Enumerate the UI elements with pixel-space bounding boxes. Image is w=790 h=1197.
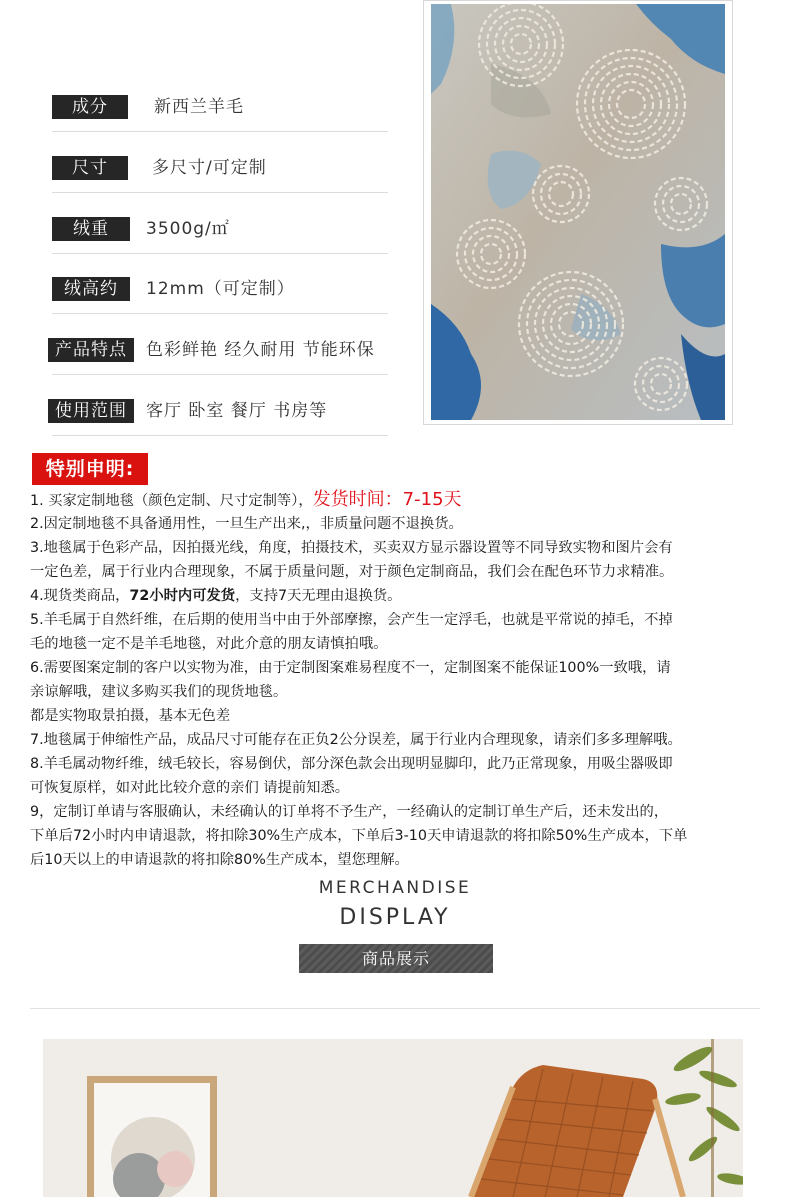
notice-line [30,584,772,608]
spec-value: 客厅 卧室 餐厅 书房等 [146,401,328,421]
spec-label: 尺寸 [52,156,128,180]
notice-text: 4.现货类商品， [30,588,130,604]
spec-label: 绒重 [52,217,130,241]
notice-text: 1. 买家定制地毯（颜色定制、尺寸定制等）， [30,493,313,509]
notice-line: 5.羊毛属于自然纤维，在后期的使用当中由于外部摩擦，会产生一定浮毛，也就是平常说的掉毛，不掉 [30,612,673,628]
spec-value: 3500g/㎡ [146,219,230,239]
notice-line: 下单后72小时内申请退款，将扣除30%生产成本，下单后3-10天申请退款的将扣除50%生产成本，下单 [30,828,688,844]
merchandise-display-button[interactable]: 商品展示 [299,944,493,973]
display-heading: DISPLAY [339,905,451,930]
notice-title: 特别申明: [32,453,148,485]
spec-row-pile-height [52,269,388,314]
spec-row-features [52,330,388,375]
spec-row-pile-weight [52,209,388,254]
spec-value: 新西兰羊毛 [154,97,244,117]
shipping-time-highlight: 发货时间：7-15天 [312,489,462,510]
spec-row-material [52,87,388,132]
spec-label: 绒高约 [52,277,130,301]
rug-product-image [423,0,733,425]
notice-line: 9，定制订单请与客服确认，未经确认的订单将不予生产，一经确认的定制订单生产后，还未发出的， [30,804,669,820]
spec-value: 多尺寸/可定制 [152,158,267,178]
notice-line [30,488,772,512]
notice-line: 7.地毯属于伸缩性产品，成品尺寸可能存在正负2公分误差，属于行业内合理现象，请亲们多多理解哦。 [30,732,682,748]
notice-line: 毛的地毯一定不是羊毛地毯，对此介意的朋友请慎拍哦。 [30,636,388,652]
spec-value: 色彩鲜艳 经久耐用 节能环保 [146,340,375,360]
spec-value: 12mm（可定制） [146,279,295,299]
notice-line: 后10天以上的申请退款的将扣除80%生产成本，望您理解。 [30,852,409,868]
notice-line: 一定色差，属于行业内合理现象，不属于质量问题，对于颜色定制商品，我们会在配色环节力求精准。 [30,564,674,580]
section-divider [30,1008,760,1009]
notice-line: 2.因定制地毯不具备通用性，一旦生产出来,，非质量问题不退换货。 [30,516,463,532]
notice-body [30,488,772,872]
merchandise-heading: MERCHANDISE [318,878,472,898]
rug-artwork [431,4,725,420]
notice-line: 3.地毯属于色彩产品，因拍摄光线，角度，拍摄技术，买卖双方显示器设置等不同导致实物和图片会有 [30,540,673,556]
notice-line: 可恢复原样，如对此比较介意的亲们 请提前知悉。 [30,780,350,796]
notice-line: 都是实物取景拍摄，基本无色差 [30,708,231,724]
spec-row-size [52,148,388,193]
spec-label: 成分 [52,95,128,119]
spec-label: 产品特点 [48,338,134,362]
spec-label: 使用范围 [48,399,134,423]
notice-line: 亲谅解哦，建议多购买我们的现货地毯。 [30,684,288,700]
spec-row-usage [52,391,388,436]
ship-72h-highlight: 72小时内可发货 [129,588,236,604]
notice-line: 6.需要图案定制的客户以实物为准，由于定制图案难易程度不一，定制图案不能保证100%一致哦，请 [30,660,671,676]
notice-text: ，支持7天无理由退换货。 [235,588,402,604]
notice-line: 8.羊毛属动物纤维，绒毛较长，容易倒伏，部分深色款会出现明显脚印，此乃正常现象，用吸尘器吸即 [30,756,673,772]
room-scene-photo [43,1039,743,1197]
